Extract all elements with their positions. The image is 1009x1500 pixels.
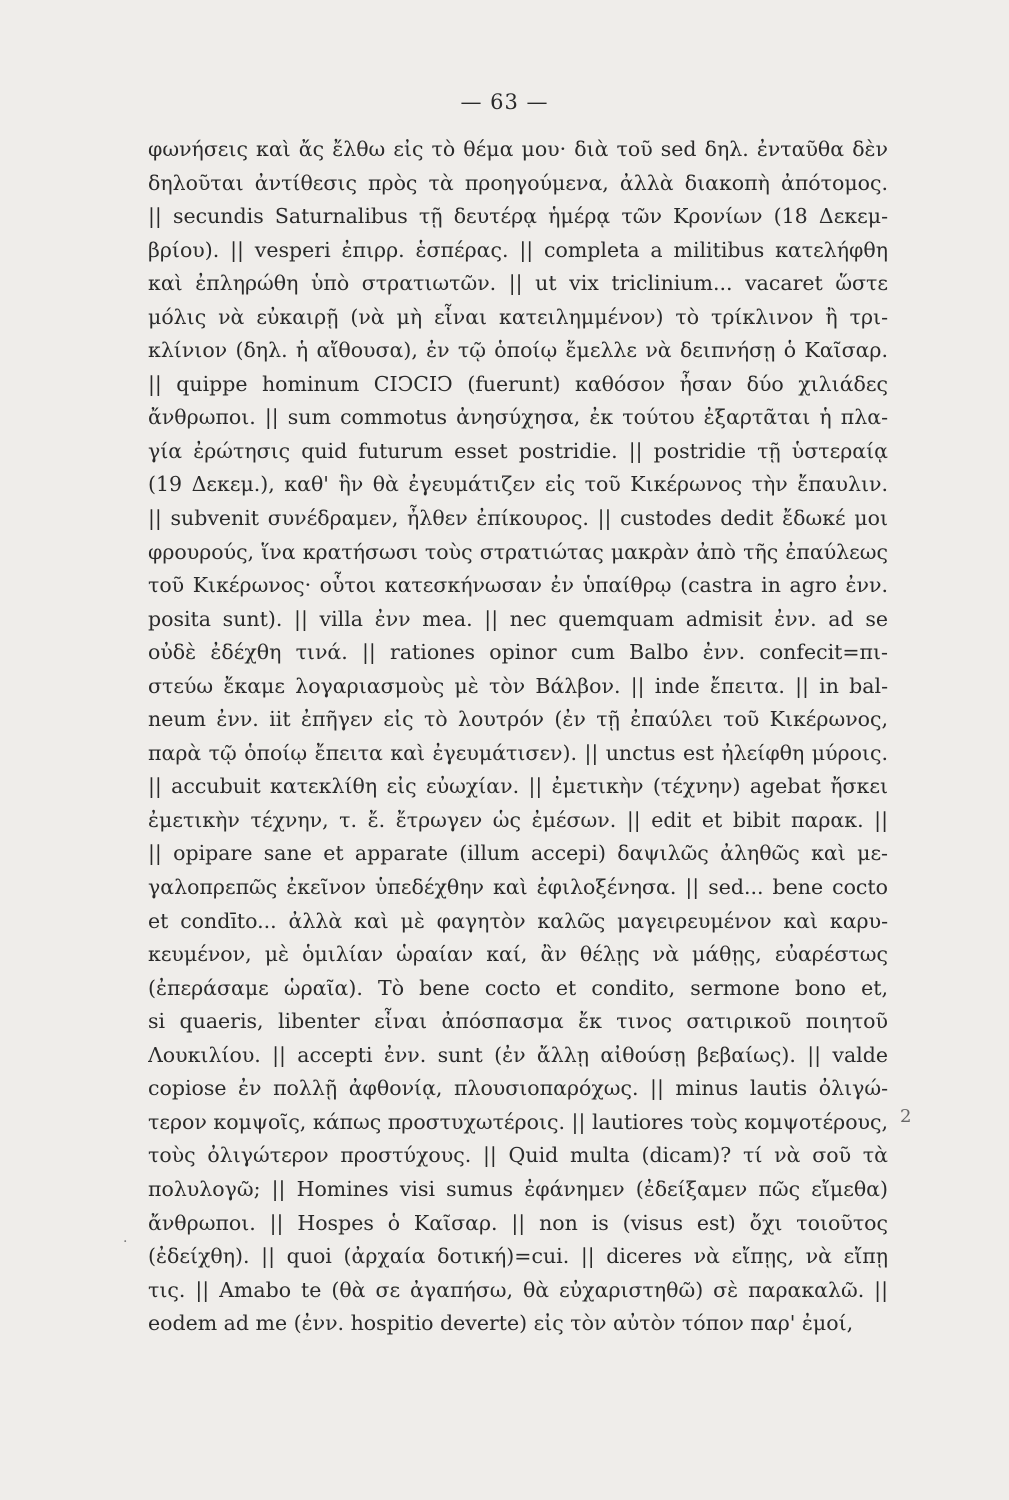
text-line: τοῦ Κικέρωνος· οὗτοι κατεσκήνωσαν ἐν ὑπαίθρῳ (castra in agro ἐνν. (148, 573, 888, 598)
text-line: γαλοπρεπῶς ἐκεῖνον ὑπεδέχθην καὶ ἐφιλοξένησα. || sed... bene cocto (148, 875, 888, 900)
text-line: φωνήσεις καὶ ἄς ἔλθω εἰς τὸ θέμα μου· διὰ τοῦ sed δηλ. ἐνταῦθα δὲν (148, 137, 888, 161)
text-line: τις. || Amabo te (θὰ σε ἀγαπήσω, θὰ εὐχαριστηθῶ) σὲ παρακαλῶ. || (148, 1277, 888, 1302)
margin-mark: · (123, 1234, 128, 1250)
text-line: copiose ἐν πολλῇ ἀφθονίᾳ, πλουσιοπαρόχως. || minus lautis ὀλιγώ- (148, 1076, 888, 1101)
text-line: et condīto... ἀλλὰ καὶ μὲ φαγητὸν καλῶς μαγειρευμένον καὶ καρυ- (148, 908, 888, 933)
text-line: || quippe hominum CIↃCIↃ (fuerunt) καθόσον ἦσαν δύο χιλιάδες (148, 371, 888, 396)
text-line: κευμένον, μὲ ὁμιλίαν ὡραίαν καί, ἂν θέλῃς νὰ μάθῃς, εὐαρέστως (148, 942, 888, 967)
text-line: Λουκιλίου. || accepti ἐνν. sunt (ἐν ἄλλῃ αἰθούσῃ βεβαίως). || valde (148, 1042, 888, 1067)
margin-note: 2 (900, 1106, 912, 1127)
text-line: || accubuit κατεκλίθη εἰς εὐωχίαν. || ἐμετικὴν (τέχνην) agebat ἤσκει (148, 774, 888, 799)
text-line: neum ἐνν. iit ἐπῆγεν εἰς τὸ λουτρόν (ἐν τῇ ἐπαύλει τοῦ Κικέρωνος, (148, 707, 888, 732)
text-line: δηλοῦται ἀντίθεσις πρὸς τὰ προηγούμενα, ἀλλὰ διακοπὴ ἀπότομος. (148, 170, 888, 195)
text-line: si quaeris, libenter εἶναι ἀπόσπασμα ἔκ τινος σατιρικοῦ ποιητοῦ (148, 1009, 888, 1034)
text-line: (ἐπεράσαμε ὡραῖα). Τὸ bene cocto et condito, sermone bono et, (148, 975, 888, 1000)
text-line: παρὰ τῷ ὁποίῳ ἔπειτα καὶ ἐγευμάτισεν). || unctus est ἠλείφθη μύροις. (148, 740, 888, 765)
text-line: οὐδὲ ἐδέχθη τινά. || rationes opinor cum Balbo ἐνν. confecit=πι- (148, 640, 888, 665)
text-line: τερον κομψοῖς, κάπως προστυχωτέροις. || lautiores τοὺς κομψοτέρους, (148, 1109, 888, 1134)
text-line: γία ἐρώτησις quid futurum esset postridie. || postridie τῇ ὑστεραίᾳ (148, 438, 888, 463)
text-line: ἄνθρωποι. || Hospes ὁ Καῖσαρ. || non is (visus est) ὄχι τοιοῦτος (148, 1210, 888, 1235)
text-line: || secundis Saturnalibus τῇ δευτέρᾳ ἡμέρᾳ τῶν Κρονίων (18 Δεκεμ- (148, 204, 888, 229)
text-line: || opipare sane et apparate (illum accepi) δαψιλῶς ἀληθῶς καὶ με- (148, 841, 888, 866)
text-line: (19 Δεκεμ.), καθ' ἣν θὰ ἐγευμάτιζεν εἰς τοῦ Κικέρωνος τὴν ἔπαυλιν. (148, 472, 888, 497)
text-line: φρουρούς, ἵνα κρατήσωσι τοὺς στρατιώτας μακρὰν ἀπὸ τῆς ἐπαύλεως (148, 539, 888, 564)
text-line: ἐμετικὴν τέχνην, τ. ἔ. ἔτρωγεν ὡς ἐμέσων. || edit et bibit παρακ. || (148, 807, 888, 832)
page-number: — 63 — (460, 90, 549, 114)
text-line: (ἐδείχθη). || quoi (ἀρχαία δοτική)=cui. || diceres νὰ εἴπῃς, νὰ εἴπῃ (148, 1244, 888, 1269)
text-line: || subvenit συνέδραμεν, ἦλθεν ἐπίκουρος. || custodes dedit ἔδωκέ μοι (148, 506, 888, 531)
text-line: βρίου). || vesperi ἐπιρρ. ἑσπέρας. || completa a militibus κατελήφθη (148, 237, 888, 262)
text-line: ἄνθρωποι. || sum commotus ἀνησύχησα, ἐκ τούτου ἐξαρτᾶται ἡ πλα- (148, 405, 888, 430)
text-line: τοὺς ὀλιγώτερον προστύχους. || Quid multa (dicam)? τί νὰ σοῦ τὰ (148, 1143, 888, 1168)
text-line: κλίνιον (δηλ. ἡ αἴθουσα), ἐν τῷ ὁποίῳ ἔμελλε νὰ δειπνήσῃ ὁ Καῖσαρ. (148, 338, 888, 363)
text-line: καὶ ἐπληρώθη ὑπὸ στρατιωτῶν. || ut vix triclinium... vacaret ὥστε (148, 271, 888, 296)
text-line: μόλις νὰ εὐκαιρῇ (νὰ μὴ εἶναι κατειλημμένον) τὸ τρίκλινον ἢ τρι- (148, 304, 888, 329)
text-line: eodem ad me (ἐνν. hospitio deverte) εἰς τὸν αὐτὸν τόπον παρ' ἐμοί, (148, 1311, 854, 1336)
text-line: posita sunt). || villa ἐνν mea. || nec quemquam admisit ἐνν. ad se (148, 606, 888, 631)
text-line: στεύω ἔκαμε λογαριασμοὺς μὲ τὸν Βάλβον. || inde ἔπειτα. || in bal- (148, 673, 888, 698)
commentary-text (148, 133, 888, 1341)
text-line: πολυλογῶ; || Homines visi sumus ἐφάνημεν (ἐδείξαμεν πῶς εἴμεθα) (148, 1176, 888, 1201)
